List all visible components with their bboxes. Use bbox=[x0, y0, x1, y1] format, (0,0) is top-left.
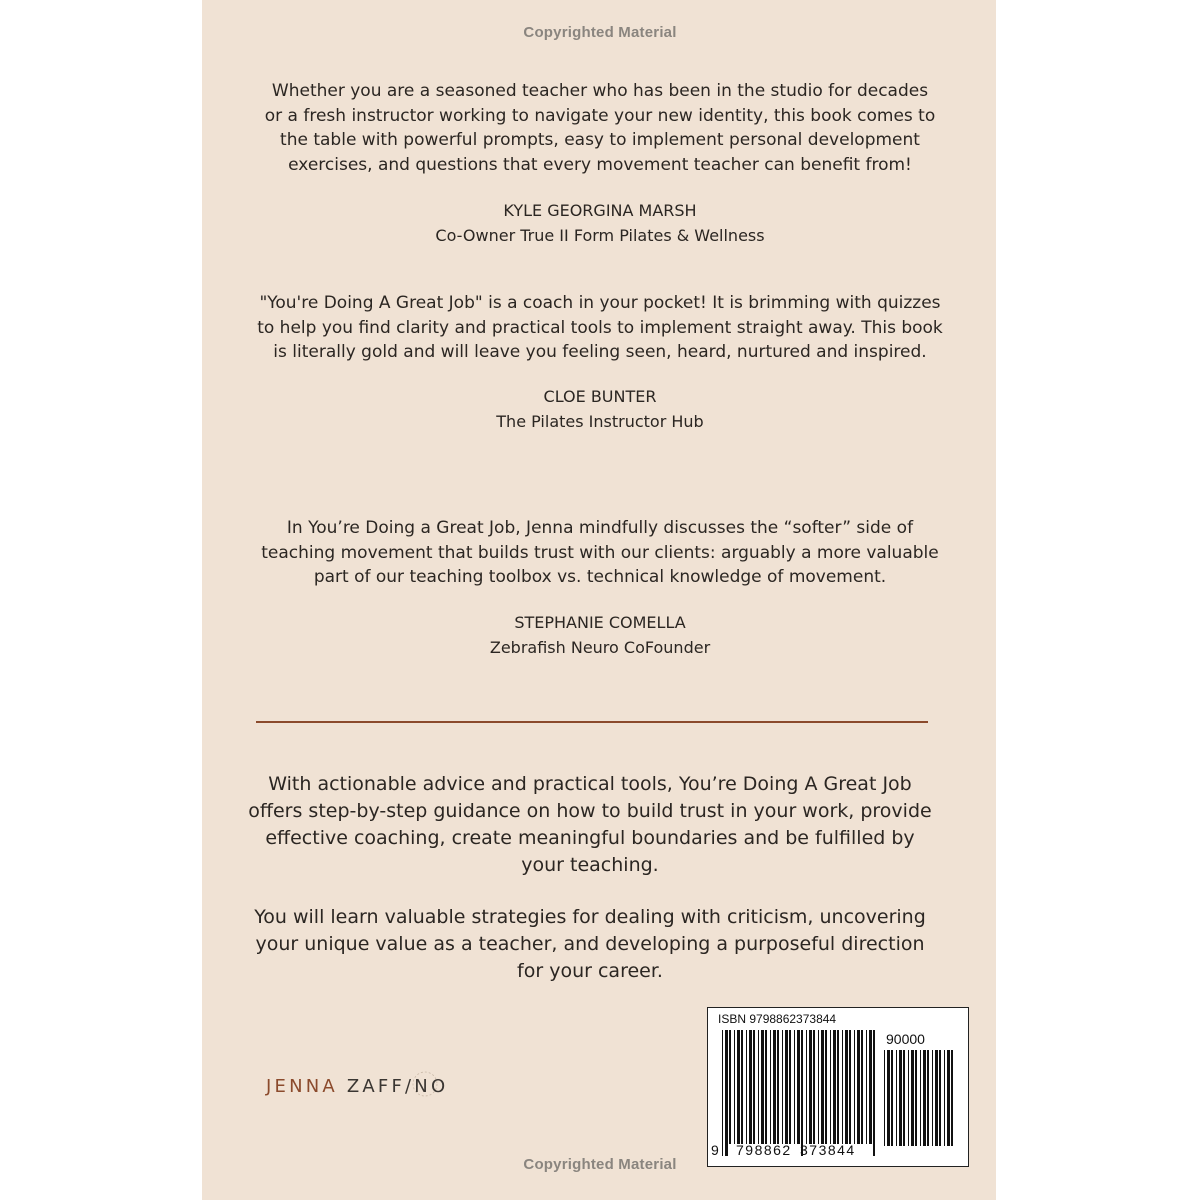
endorser-name: CLOE BUNTER bbox=[543, 387, 657, 406]
author-logo bbox=[266, 1076, 448, 1097]
endorsement-attribution-3 bbox=[0, 611, 1200, 660]
copyright-watermark-bottom: Copyrighted Material bbox=[523, 1156, 677, 1173]
barcode-bar bbox=[837, 1030, 839, 1144]
logo-first-name: JENNA bbox=[266, 1076, 338, 1097]
barcode-bar bbox=[801, 1030, 803, 1156]
barcode-bar bbox=[737, 1030, 740, 1144]
endorsement-attribution-1 bbox=[0, 199, 1200, 248]
barcode-bar bbox=[734, 1030, 735, 1144]
barcode-bar bbox=[830, 1030, 831, 1144]
barcode-bar bbox=[873, 1030, 875, 1156]
barcode-bar bbox=[861, 1030, 863, 1144]
isbn-barcode: ISBN 9798862373844 90000 9 798862 373844 bbox=[707, 1007, 969, 1167]
barcode-bar bbox=[729, 1030, 731, 1144]
barcode-bar bbox=[869, 1030, 872, 1144]
barcode-bar bbox=[849, 1030, 851, 1144]
barcode-bar bbox=[857, 1030, 860, 1144]
barcode-bar bbox=[773, 1030, 776, 1144]
barcode-bar bbox=[785, 1030, 788, 1144]
barcode-bar bbox=[951, 1050, 953, 1146]
barcode-bar bbox=[753, 1030, 755, 1144]
barcode-bar bbox=[825, 1030, 827, 1144]
barcode-bar bbox=[782, 1030, 783, 1144]
barcode-bar bbox=[939, 1050, 941, 1146]
barcode-bar bbox=[818, 1030, 819, 1144]
endorsement-quote-1: Whether you are a seasoned teacher who has been in the studio for decades or a fresh instructor working to navigate your new identity, this book comes to the table with powerful prompts, easy to implement personal development exercises, and questions that every movement teacher can benefit from! bbox=[264, 81, 936, 175]
barcode-bar bbox=[749, 1030, 752, 1144]
barcode-bar bbox=[797, 1030, 800, 1144]
barcode-bar bbox=[722, 1030, 723, 1156]
barcode-bar bbox=[915, 1050, 917, 1146]
barcode-bar bbox=[806, 1030, 807, 1144]
barcode-bar bbox=[725, 1030, 728, 1156]
barcode-bar bbox=[809, 1030, 812, 1144]
price-code: 90000 bbox=[886, 1031, 925, 1047]
barcode-bar bbox=[891, 1050, 893, 1146]
endorser-role: Co-Owner True II Form Pilates & Wellness bbox=[435, 225, 765, 245]
barcode-bar bbox=[842, 1030, 843, 1144]
barcode-bar bbox=[741, 1030, 743, 1144]
barcode-bar bbox=[777, 1030, 779, 1144]
barcode-bar bbox=[765, 1030, 767, 1144]
ean-barcode-bars bbox=[722, 1030, 878, 1156]
barcode-bar bbox=[935, 1050, 938, 1146]
isbn-label: ISBN 9798862373844 bbox=[718, 1012, 837, 1026]
description-paragraph-2: You will learn valuable strategies for dealing with criticism, uncovering your unique value as a teacher, and developing a purposeful direction for your career. bbox=[254, 906, 926, 982]
logo-last-name: ZAFF/NO bbox=[346, 1076, 449, 1097]
barcode-bar bbox=[854, 1030, 855, 1144]
barcode-bar bbox=[789, 1030, 791, 1144]
barcode-bar bbox=[903, 1050, 905, 1146]
endorser-name: STEPHANIE COMELLA bbox=[514, 613, 686, 632]
endorser-name: KYLE GEORGINA MARSH bbox=[503, 201, 697, 220]
barcode-bar bbox=[899, 1050, 902, 1146]
endorsement-quote-3: In You’re Doing a Great Job, Jenna mindfully discusses the “softer” side of teaching movement that builds trust with our clients: arguably a more valuable part of our teaching toolbox vs. technical knowledge of movement. bbox=[261, 518, 939, 587]
barcode-bar bbox=[821, 1030, 824, 1144]
barcode-bar bbox=[845, 1030, 848, 1144]
barcode-bar bbox=[932, 1050, 933, 1146]
barcode-bar bbox=[813, 1030, 815, 1144]
barcode-bar bbox=[944, 1050, 945, 1146]
barcode-bar bbox=[884, 1050, 885, 1146]
barcode-bar bbox=[770, 1030, 771, 1144]
barcode-bar bbox=[761, 1030, 764, 1144]
barcode-bar bbox=[866, 1030, 867, 1144]
barcode-bar bbox=[746, 1030, 747, 1144]
description-paragraph-1: With actionable advice and practical tools, You’re Doing A Great Job offers step-by-step guidance on how to build trust in your work, provide effective coaching, create meaningful boundaries and be fulfilled by your teaching. bbox=[248, 773, 932, 876]
endorsement-quote-2: "You're Doing A Great Job" is a coach in your pocket! It is brimming with quizzes to help you find clarity and practical tools to implement straight away. This book is literally gold and will leave you feeling seen, heard, nurtured and inspired. bbox=[257, 293, 943, 362]
barcode-bar bbox=[927, 1050, 929, 1146]
endorser-role: Zebrafish Neuro CoFounder bbox=[489, 637, 711, 657]
barcode-bar bbox=[758, 1030, 759, 1144]
price-addon-bars bbox=[884, 1050, 956, 1158]
barcode-bar bbox=[887, 1050, 890, 1146]
barcode-bar bbox=[908, 1050, 909, 1146]
barcode-bar bbox=[920, 1050, 921, 1146]
endorsement-attribution-2 bbox=[0, 385, 1200, 434]
barcode-bar bbox=[947, 1050, 950, 1146]
barcode-bar bbox=[896, 1050, 897, 1146]
barcode-bar bbox=[911, 1050, 914, 1146]
copyright-watermark-top: Copyrighted Material bbox=[523, 24, 677, 41]
divider-rule bbox=[256, 721, 928, 723]
barcode-bar bbox=[833, 1030, 836, 1144]
barcode-bar bbox=[794, 1030, 795, 1144]
endorser-role: The Pilates Instructor Hub bbox=[496, 411, 704, 431]
barcode-bar bbox=[923, 1050, 926, 1146]
